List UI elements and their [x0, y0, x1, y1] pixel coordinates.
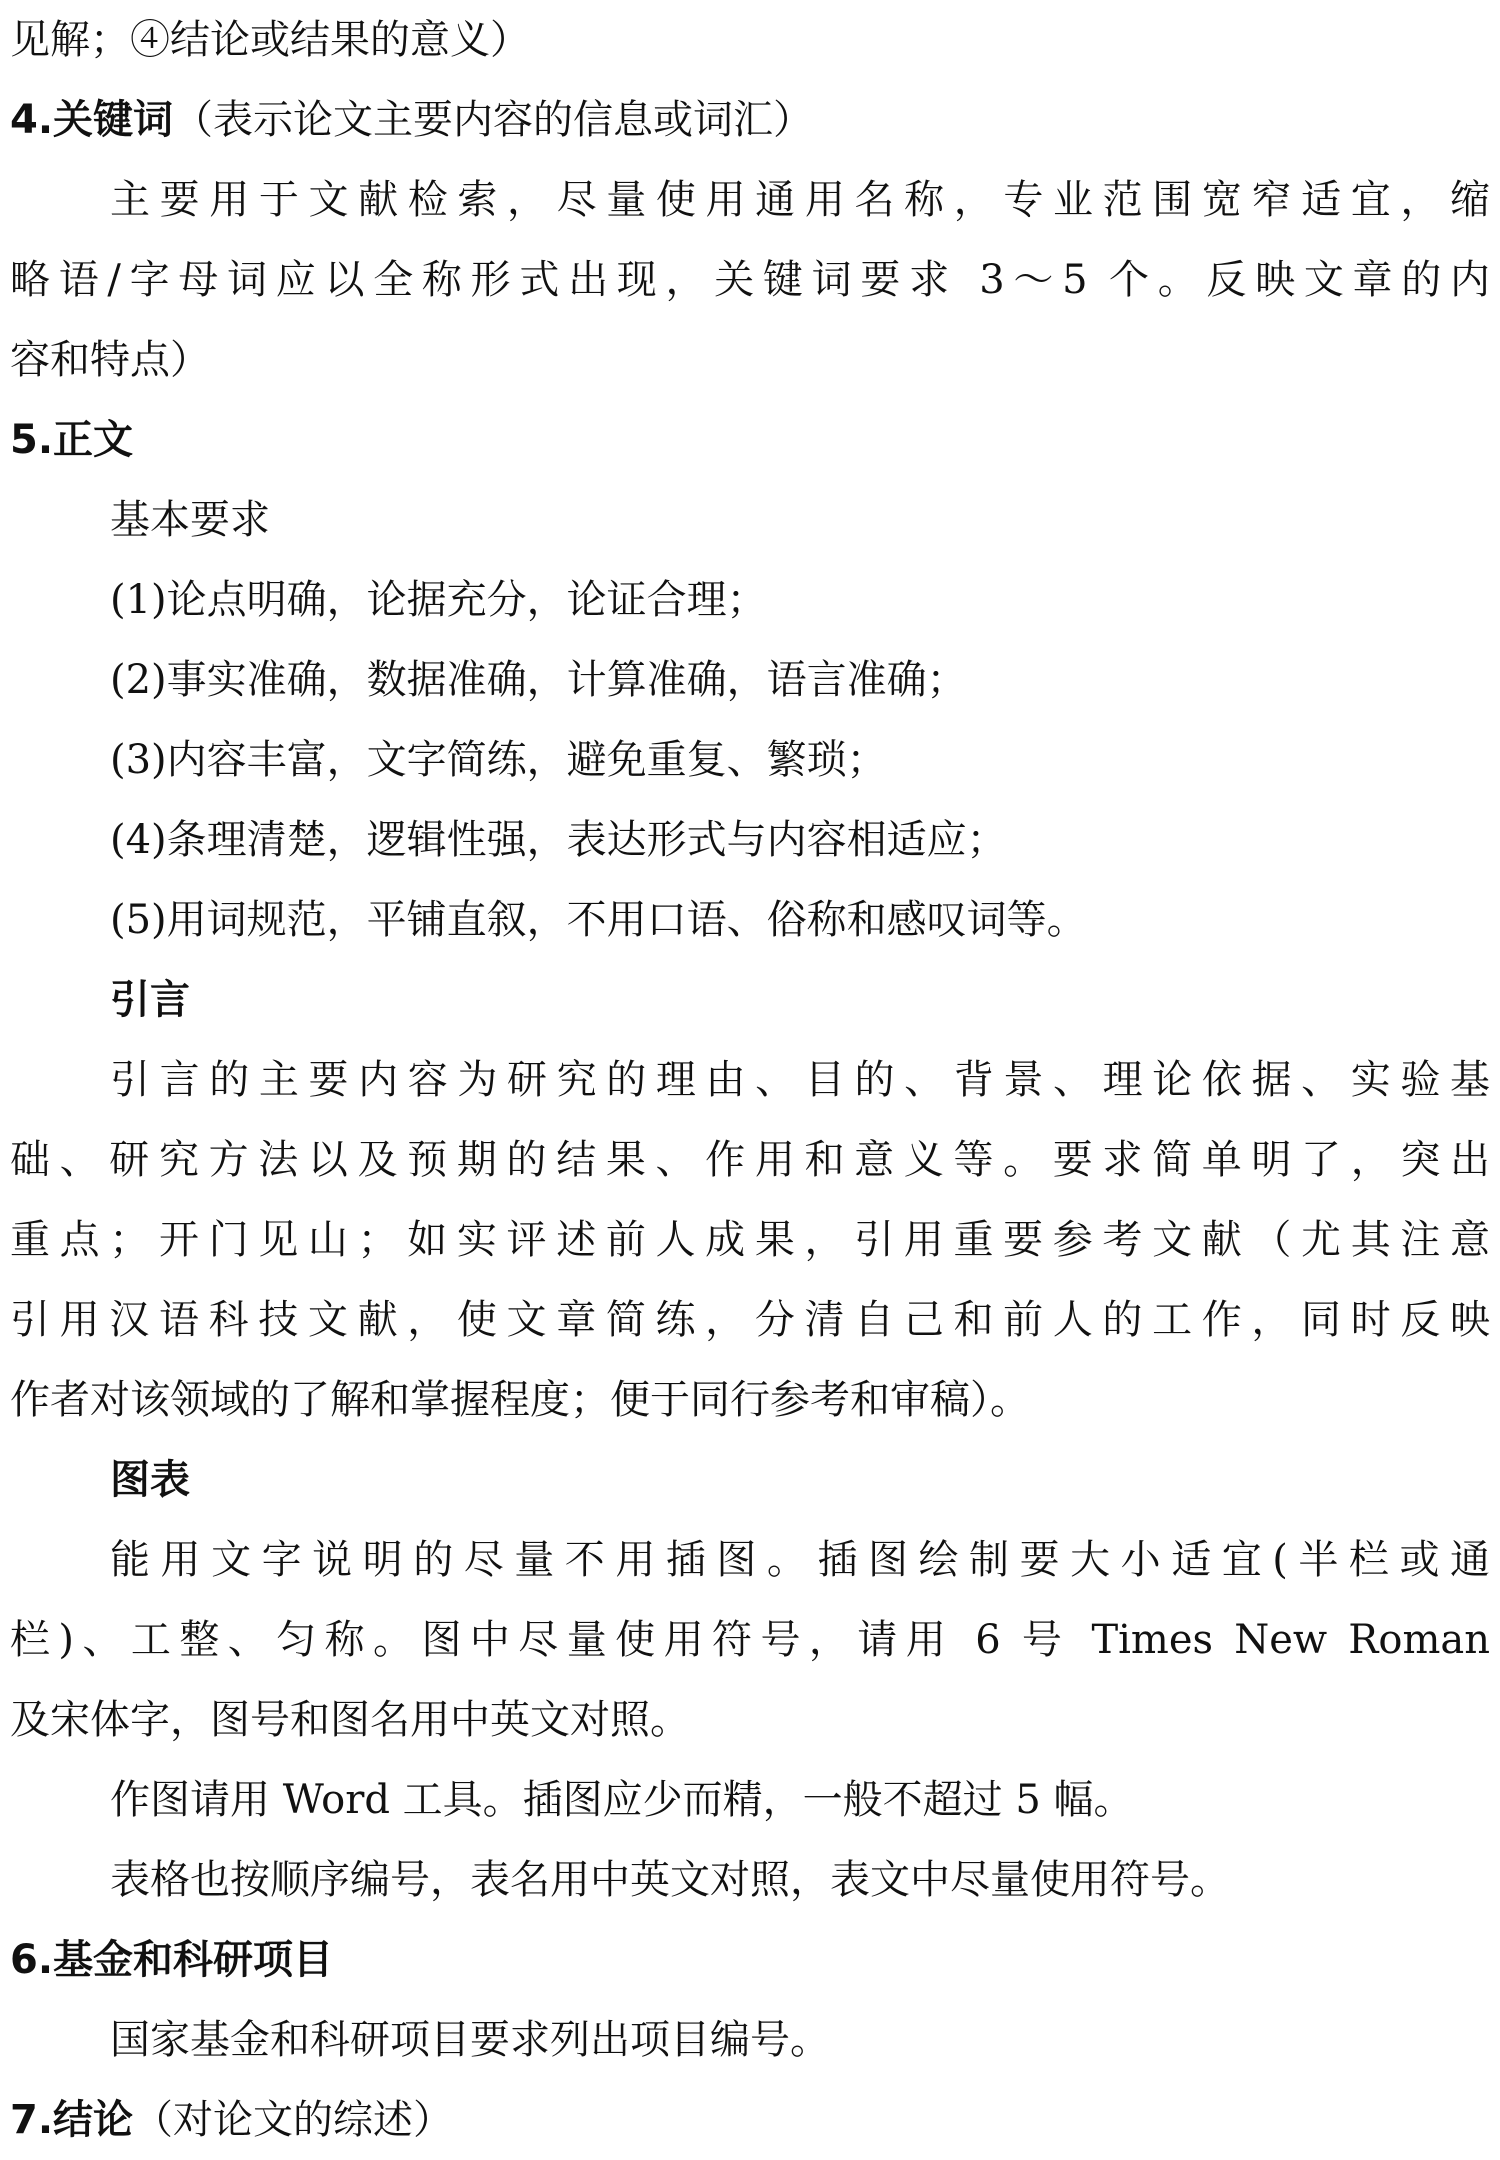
- section-title: 关键词: [53, 96, 174, 143]
- paragraph-line: 国家基金和科研项目要求列出项目编号。: [110, 2017, 830, 2063]
- requirement-item: (2)事实准确，数据准确，计算准确，语言准确；: [110, 657, 967, 703]
- document-page: [10, 0, 1490, 2160]
- section-note: （表示论文主要内容的信息或词汇）: [173, 97, 814, 143]
- subheading-figures: 图表: [110, 1456, 190, 1503]
- paragraph-line: 重点；开门见山；如实评述前人成果，引用重要参考文献（尤其注意: [10, 1217, 1490, 1263]
- requirement-item: (1)论点明确，论据充分，论证合理；: [110, 577, 767, 623]
- requirement-item: (3)内容丰富，文字简练，避免重复、繁琐；: [110, 737, 887, 783]
- paragraph-line: 引言的主要内容为研究的理由、目的、背景、理论依据、实验基: [110, 1057, 1490, 1103]
- section-number: 7.: [10, 2097, 54, 2143]
- section-title: 正文: [53, 416, 134, 463]
- section-number: 5.: [10, 417, 54, 463]
- paragraph-line: 容和特点）: [10, 337, 210, 383]
- abstract-tail: 见解；④结论或结果的意义）: [10, 17, 530, 63]
- requirement-item: (4)条理清楚，逻辑性强，表达形式与内容相适应；: [110, 817, 1007, 863]
- section-heading-body: [10, 400, 1490, 480]
- paragraph-line: 略语/字母词应以全称形式出现，关键词要求 3～5 个。反映文章的内: [10, 257, 1490, 303]
- paragraph-line: 表格也按顺序编号，表名用中英文对照，表文中尽量使用符号。: [110, 1857, 1230, 1903]
- paragraph-line: 能用文字说明的尽量不用插图。插图绘制要大小适宜(半栏或通: [110, 1537, 1490, 1583]
- section-heading-keywords: [10, 80, 1490, 160]
- section-note: （对论文的综述）: [133, 2097, 454, 2143]
- paragraph-line: 础、研究方法以及预期的结果、作用和意义等。要求简单明了，突出: [10, 1137, 1490, 1183]
- section-title: 基金和科研项目: [53, 1936, 334, 1983]
- section-heading-fund: [10, 1920, 1490, 2000]
- requirement-item: (5)用词规范，平铺直叙，不用口语、俗称和感叹词等。: [110, 897, 1087, 943]
- paragraph-line: 引用汉语科技文献，使文章简练，分清自己和前人的工作，同时反映: [10, 1297, 1490, 1343]
- section-number: 6.: [10, 1937, 54, 1983]
- paragraph-line: 及宋体字，图号和图名用中英文对照。: [10, 1697, 690, 1743]
- section-title: 结论: [53, 2096, 134, 2143]
- paragraph-line: 栏)、工整、匀称。图中尽量使用符号，请用 6 号 Times New Roman: [10, 1617, 1490, 1663]
- section-heading-conclusion: [10, 2080, 1490, 2160]
- paragraph-line: 作者对该领域的了解和掌握程度；便于同行参考和审稿）。: [10, 1377, 1030, 1423]
- subheading-introduction: 引言: [110, 976, 190, 1023]
- section-number: 4.: [10, 97, 54, 143]
- paragraph-line: 作图请用 Word 工具。插图应少而精，一般不超过 5 幅。: [110, 1777, 1134, 1823]
- paragraph-line: 主要用于文献检索，尽量使用通用名称，专业范围宽窄适宜，缩: [110, 177, 1490, 223]
- subheading-basic-requirements: 基本要求: [110, 497, 270, 543]
